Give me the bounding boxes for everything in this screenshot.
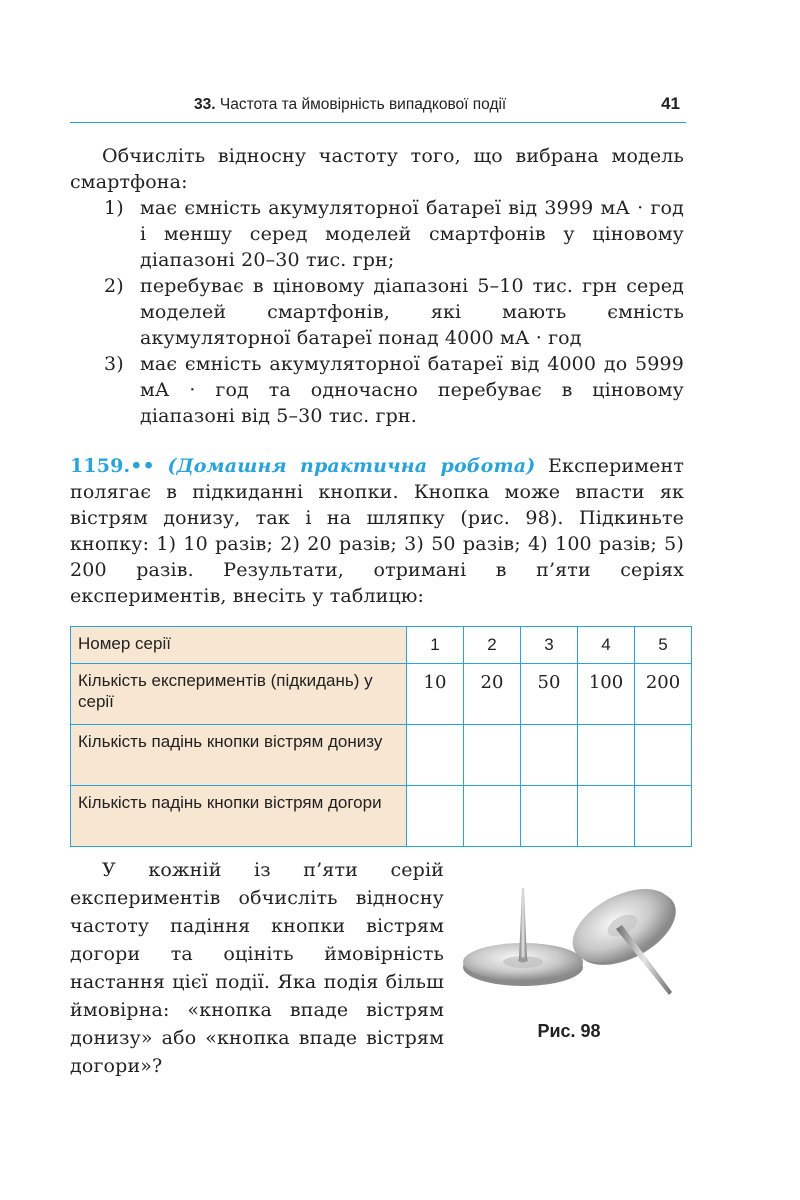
table-row-label: Кількість падінь кнопки вістрям донизу	[71, 725, 407, 786]
task-number: 1159.••	[70, 455, 155, 477]
list-item-text: має ємність акумуляторної батареї від 3999 мА · год і меншу серед моделей смартфонів у ціновому діапазоні 20–30 тис. грн;	[140, 197, 684, 271]
conclusion-paragraph: У кожній із п’яти серій експериментів обчисліть відносну частоту падіння кнопки вістрям догори та оцініть ймовірність настання цієї події. Яка подія більш ймовірна: «кнопка впаде вістрям донизу» або «кнопка впаде вістрям догори»?	[70, 859, 444, 1077]
list-item-number: 3)	[104, 353, 124, 375]
table-header-label: Номер серії	[71, 627, 407, 664]
list-item	[104, 273, 684, 351]
table-cell	[578, 725, 635, 786]
table-cell	[407, 725, 464, 786]
table-cell: 50	[521, 664, 578, 725]
table-cell	[464, 786, 521, 847]
list-item-number: 1)	[104, 197, 124, 219]
task-1159	[70, 453, 684, 609]
table-cell: 100	[578, 664, 635, 725]
table-header-cell: 1	[407, 627, 464, 664]
table-row	[71, 725, 692, 786]
conditions-list	[104, 195, 684, 429]
table-cell	[578, 786, 635, 847]
intro-paragraph: Обчисліть відносну частоту того, що вибрана модель смартфона:	[70, 145, 684, 193]
section-title	[194, 96, 506, 114]
task-label: (Домашня практична робота)	[167, 455, 536, 477]
table-row	[71, 786, 692, 847]
table-cell: 200	[635, 664, 692, 725]
table-cell	[407, 786, 464, 847]
table-cell	[635, 786, 692, 847]
list-item	[104, 351, 684, 429]
thumbtack-point-up	[463, 888, 583, 986]
list-item-text: перебуває в ціновому діапазоні 5–10 тис. грн серед моделей смартфонів, які мають ємність акумуляторної батареї понад 4000 мА · год	[140, 275, 684, 349]
table-header-cell: 5	[635, 627, 692, 664]
table-cell: 10	[407, 664, 464, 725]
page-header	[70, 92, 686, 123]
list-item	[104, 195, 684, 273]
table-header-row	[71, 627, 692, 664]
table-cell	[521, 786, 578, 847]
table-row	[71, 664, 692, 725]
page-number: 41	[661, 94, 680, 113]
table-cell	[521, 725, 578, 786]
results-table	[70, 626, 692, 847]
task-text: Експеримент полягає в підкиданні кнопки. Кнопка може впасти як вістрям донизу, так і на шляпку (рис. 98). Підкиньте кнопку: 1) 10 разів; 2) 20 разів; 3) 50 разів; 4) 100 разів; 5) 200 разів. Результати, отримані в п’яти серіях експериментів, внесіть у таблицю:	[70, 455, 684, 607]
table-row-label: Кількість падінь кнопки вістрям догори	[71, 786, 407, 847]
section-name: Частота та ймовірність випадкової події	[219, 96, 507, 113]
table-header-cell: 4	[578, 627, 635, 664]
figure-caption: Рис. 98	[537, 1021, 601, 1041]
thumbtacks-illustration	[462, 870, 684, 1020]
table-row-label: Кількість експериментів (підкидань) у серії	[71, 664, 407, 725]
list-item-number: 2)	[104, 275, 124, 297]
list-item-text: має ємність акумуляторної батареї від 4000 до 5999 мА · год та одночасно перебуває в ціновому діапазоні від 5–30 тис. грн.	[140, 353, 684, 427]
table-header-cell: 2	[464, 627, 521, 664]
section-number: 33.	[194, 96, 216, 113]
table-cell	[635, 725, 692, 786]
table-cell: 20	[464, 664, 521, 725]
table-cell	[464, 725, 521, 786]
table-header-cell: 3	[521, 627, 578, 664]
